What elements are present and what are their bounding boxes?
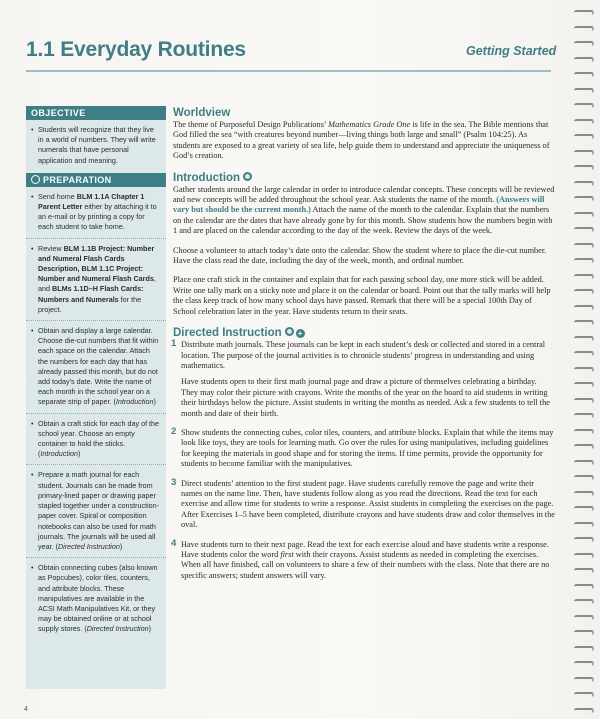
step-number: 4 [171, 537, 177, 549]
spiral-coil [574, 119, 594, 124]
spiral-coil [574, 630, 594, 635]
list-item: • Review BLM 1.1B Project: Number and Numeral Flash Cards Description, BLM 1.1C Project: Number and Numeral Flash Cards, and BLMs 1.1D–H Flash Cards: Numbers and Numerals for the project. [26, 239, 166, 321]
spiral-coil [574, 444, 594, 449]
spiral-coil [574, 258, 594, 263]
list-item: • Send home BLM 1.1A Chapter 1 Parent Letter either by attaching it to an e-mail or by printing a copy for each student to take home. [26, 187, 166, 239]
list-item: • Prepare a math journal for each student. Journals can be made from primary-lined paper or drawing paper stapled together under a construction-paper cover. Spiral or composition notebooks can also be used for math journals. The journals will be used all year. (Directed Instruction) [26, 465, 166, 558]
worldview-heading: Worldview [173, 107, 231, 119]
spiral-coil [574, 398, 594, 403]
list-item: • Obtain a craft stick for each day of the school year. Choose an empty container to hold the sticks. (Introduction) [26, 414, 166, 466]
spiral-coil [574, 429, 594, 434]
spiral-coil [574, 661, 594, 666]
sidebar [26, 106, 166, 689]
spiral-coil [574, 320, 594, 325]
clock-icon [31, 175, 40, 184]
instruction-step: 1 Distribute math journals. These journals can be kept in each student’s desk or collected and stored in a central location. The purpose of the journal activities is to chronicle students’ progress in understanding and using mathematics. [171, 338, 546, 370]
spiral-coil [574, 475, 594, 480]
introduction-heading: Introduction [173, 171, 555, 185]
preparation-heading: PREPARATION [26, 173, 166, 187]
spiral-coil [574, 227, 594, 232]
spiral-coil [574, 41, 594, 46]
spiral-coil [574, 584, 594, 589]
answer-note: (Answers will vary but should be the current month.) [173, 195, 545, 215]
instruction-step: 2 Show students the connecting cubes, color tiles, counters, and attribute blocks. Explain that while the items may look like toys, they are tools for learning math. Go over the rules for using manipulatives, including guidelines for keeping the materials in good shape and for storing the items. If time permits, provide the opportunity for students to become familiar with the manipulatives. [171, 425, 554, 469]
spiral-coil [574, 537, 594, 542]
page-number: 4 [24, 706, 28, 713]
directed-instruction-heading: Directed Instruction + [173, 326, 555, 340]
spiral-coil [574, 460, 594, 465]
main-content [173, 104, 555, 590]
step-subparagraph: Have students open to their first math journal page and draw a picture of themselves celebrating a birthday. They may color their picture with crayons. Write the months of the year on the board to aid students in writing their birthdays below the picture. Assist students in writing the months as needed. Ask a few students to tell the month and date of their birth. [181, 377, 550, 418]
spiral-coil [574, 165, 594, 170]
spiral-coil [574, 522, 594, 527]
spiral-coil [574, 88, 594, 93]
section-label: Getting Started [466, 44, 557, 58]
intro-paragraph: Place one craft stick in the container and explain that for each passing school day, one more stick will be added. Write one tally mark on a sticky note and place it on the calendar or board. Point out that the tally marks will help the class keep track of how many school days have passed. Remark that there will be a special 100th Day of School celebration later in the year. Have students return to their seats. [173, 275, 551, 316]
spiral-coil [574, 10, 594, 15]
header-divider [26, 70, 551, 72]
spiral-coil [574, 243, 594, 248]
spiral-coil [574, 134, 594, 139]
spiral-coil [574, 336, 594, 341]
page-title: 1.1 Everyday Routines [26, 38, 246, 61]
intro-paragraph: Gather students around the large calendar in order to introduce calendar concepts. These concepts will be reviewed and new concepts will be added throughout the school year. Ask students the name of the month. (Answers will vary but should be the current month.) Attach the name of the month to the calendar. Explain that the numbers on the calendar are the dates that have already gone by for this month. Show students how the numbers begin with 1 and are placed on the calendar according to the day of the week. Review the days of the week. [173, 184, 555, 236]
spiral-coil [574, 506, 594, 511]
spiral-coil [574, 181, 594, 186]
spiral-coil [574, 26, 594, 31]
spiral-coil [574, 57, 594, 62]
spiral-coil [574, 196, 594, 201]
preparation-list [26, 187, 166, 640]
spiral-coil [574, 289, 594, 294]
instruction-step: 4 Have students turn to their next page. Read the text for each exercise aloud and have students write a response. Have students color the word first with their crayons. Assist students as needed in completing the exercises. When all have finished, call on volunteers to share a few of their numbers with the class. Note that there are no specific answers; student answers will vary. [171, 537, 550, 580]
spiral-binding [572, 0, 600, 719]
spiral-coil [574, 274, 594, 279]
spiral-coil [574, 351, 594, 356]
intro-paragraph: Choose a volunteer to attach today’s date onto the calendar. Show the student where to place the die-cut number. Have the class read the date, including the day of the week, month, and ordinal number. [173, 245, 547, 266]
plus-icon: + [296, 329, 305, 338]
spiral-coil [574, 413, 594, 418]
spiral-coil [574, 677, 594, 682]
worldview-paragraph: The theme of Purposeful Design Publications’ Mathematics Grade One is life in the sea. The Bible mentions that God filled the sea “with creatures beyond number—living things both large and small” (Psalm 104:25). As students are exposed to a great variety of sea life, help guide them to understand and appreciate the uniqueness of God’s creation. [173, 120, 550, 161]
list-item: • Obtain and display a large calendar. Choose die-cut numbers that fit within each space on the calendar. Attach the numbers for each day that has already passed this month, but do not add today’s date. Write the name of each month in the school year on a separate strip of paper. (Introduction) [26, 321, 166, 414]
step-number: 2 [171, 425, 177, 437]
spiral-coil [574, 568, 594, 573]
activity-icon [243, 172, 252, 181]
step-number: 3 [171, 476, 177, 488]
spiral-coil [574, 491, 594, 496]
spiral-coil [574, 150, 594, 155]
spiral-coil [574, 212, 594, 217]
spiral-coil [574, 72, 594, 77]
spiral-coil [574, 708, 594, 713]
instruction-step: 3 Direct students’ attention to the first student page. Have students carefully remove the page and write their names on the name line. Then, have students follow along as you read the directions. Read the text for each exercise and allow time for students to write a response. Assist students in completing the exercises on the page. After Exercises 1–5 have been completed, distribute crayons and have students draw and color themselves in the oval. [171, 476, 555, 530]
spiral-coil [574, 599, 594, 604]
spiral-coil [574, 367, 594, 372]
spiral-coil [574, 382, 594, 387]
spiral-coil [574, 553, 594, 558]
spiral-coil [574, 692, 594, 697]
activity-icon [285, 327, 294, 336]
spiral-coil [574, 305, 594, 310]
spiral-coil [574, 615, 594, 620]
objective-heading: OBJECTIVE [26, 106, 166, 120]
objective-text: • Students will recognize that they live in a world of numbers. They will write numerals that have personal application and meaning. [26, 120, 166, 173]
step-number: 1 [171, 338, 177, 350]
spiral-coil [574, 103, 594, 108]
list-item: • Obtain connecting cubes (also known as Popcubes), color tiles, counters, and attribute blocks. These manipulatives are available in the ACSI Math Manipulatives Kit, or they may be obtained online or at school supply stores. (Directed Instruction) [26, 558, 166, 639]
spiral-coil [574, 646, 594, 651]
